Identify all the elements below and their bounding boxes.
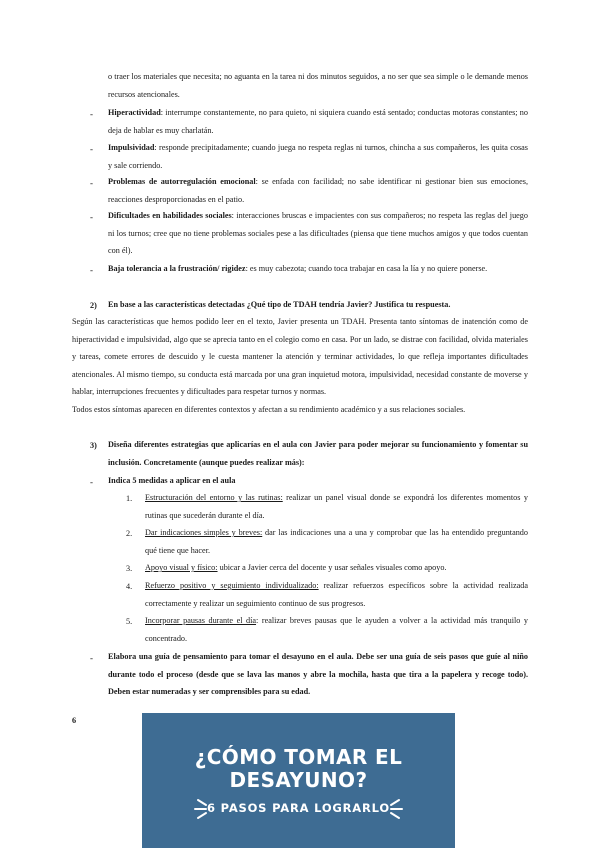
question-2-heading: En base a las características detectadas ¿Qué tipo de TDAH tendría Javier? Justifica tu respuesta. bbox=[108, 300, 451, 309]
bullet-marker: - bbox=[90, 477, 93, 487]
question-2-answer: Según las características que hemos podido leer en el texto, Javier presenta un TDAH. Presenta tanto síntomas de inatención como de hiperactividad e impulsividad, algo que se aprecia tanto en el colegio como en casa. Por un lado, se distrae con facilidad, olvida materiales y tareas, comete errores de descuido y le cuesta mantener la atención y terminar actividades, lo que refleja importantes dificultades atencionales. Al mismo tiempo, su conducta está marcada por una gran inquietud motora, impulsividad, necesidad constante de moverse y hablar, interrupciones frecuentes y dificultades para respetar turnos y normas. bbox=[72, 317, 528, 397]
bullet-marker: - bbox=[90, 265, 93, 275]
question-2-answer-summary: Todos estos síntomas aparecen en diferentes contextos y afectan a su rendimiento académico y a sus relaciones sociales. bbox=[72, 405, 466, 414]
measure-number: 1. bbox=[126, 494, 133, 503]
measure-4: Refuerzo positivo y seguimiento individualizado: realizar refuerzos específicos sobre la actividad realizada correctamente y realizar un seguimiento continuo de sus progresos. bbox=[145, 581, 528, 608]
trait-emotional-regulation: Problemas de autorregulación emocional: se enfada con facilidad; no sabe identificar ni gestionar bien sus emociones, reacciones desproporcionadas en el patio. bbox=[108, 177, 528, 204]
banner-title-line-1: ¿CÓMO TOMAR EL bbox=[194, 745, 403, 769]
question-3-heading: Diseña diferentes estrategias que aplicarías en el aula con Javier para poder mejorar su funcionamiento y fomentar su inclusión. Concretamente (aunque puedes realizar más): bbox=[108, 440, 528, 467]
trait-hyperactivity: Hiperactividad: interrumpe constantemente, no para quieto, ni siquiera cuando está sentado; conductas motoras constantes; no deja de hablar es muy charlatán. bbox=[108, 108, 528, 135]
bullet-marker: - bbox=[90, 178, 93, 188]
bullet-marker: - bbox=[90, 109, 93, 119]
measure-1: Estructuración del entorno y las rutinas: realizar un panel visual donde se expondrá los diferentes momentos y rutinas que sucederán durante el día. bbox=[145, 493, 528, 520]
question-3-number: 3) bbox=[90, 441, 97, 450]
page-number: 6 bbox=[72, 716, 77, 725]
breakfast-guide-banner bbox=[142, 713, 455, 848]
measure-number: 2. bbox=[126, 529, 133, 538]
left-sparkle-icon bbox=[192, 796, 222, 822]
banner-title-line-2: DESAYUNO? bbox=[229, 768, 368, 792]
question-2-number: 2) bbox=[90, 301, 97, 310]
question-3-sub-measures: Indica 5 medidas a aplicar en el aula bbox=[108, 476, 236, 485]
measure-number: 3. bbox=[126, 564, 133, 573]
measure-2: Dar indicaciones simples y breves: dar las indicaciones una a una y comprobar que las ha entendido preguntando qué tiene que hacer. bbox=[145, 528, 528, 555]
inattention-continuation: o traer los materiales que necesita; no aguanta en la tarea ni dos minutos seguidos, a no ser que sea simple o le demande menos recursos atencionales. bbox=[108, 72, 528, 99]
trait-impulsivity: Impulsividad: responde precipitadamente; cuando juega no respeta reglas ni turnos, chincha a sus compañeros, les quita cosas y sale corriendo. bbox=[108, 143, 528, 170]
bullet-marker: - bbox=[90, 653, 93, 663]
trait-frustration: Baja tolerancia a la frustración/ rigidez: es muy cabezota; cuando toca trabajar en casa la lía y no quiere ponerse. bbox=[108, 264, 488, 273]
question-3-sub-breakfast-guide: Elabora una guía de pensamiento para tomar el desayuno en el aula. Debe ser una guía de seis pasos que guíe al niño durante todo el proceso (desde que se lava las manos y abre la mochila, hasta que tira a la papelera y recoge todo). Deben estar numeradas y ser comprensibles para su edad. bbox=[108, 652, 528, 697]
bullet-marker: - bbox=[90, 144, 93, 154]
measure-number: 5. bbox=[126, 617, 133, 626]
measure-number: 4. bbox=[126, 582, 133, 591]
bullet-marker: - bbox=[90, 212, 93, 222]
measure-5: Incorporar pausas durante el día: realizar breves pausas que le ayuden a volver a la actividad más tranquilo y concentrado. bbox=[145, 616, 529, 643]
right-sparkle-icon bbox=[375, 796, 405, 822]
measure-3: Apoyo visual y físico: ubicar a Javier cerca del docente y usar señales visuales como apoyo. bbox=[145, 563, 447, 572]
banner-subtitle: 6 PASOS PARA LOGRARLO bbox=[207, 801, 390, 815]
trait-social-skills: Dificultades en habilidades sociales: interacciones bruscas e impacientes con sus compañeros; no respeta las reglas del juego ni los turnos; cree que no tiene problemas sociales pese a las dificultades (piensa que tiene muchos amigos y que todos cuentan con él). bbox=[108, 211, 528, 256]
